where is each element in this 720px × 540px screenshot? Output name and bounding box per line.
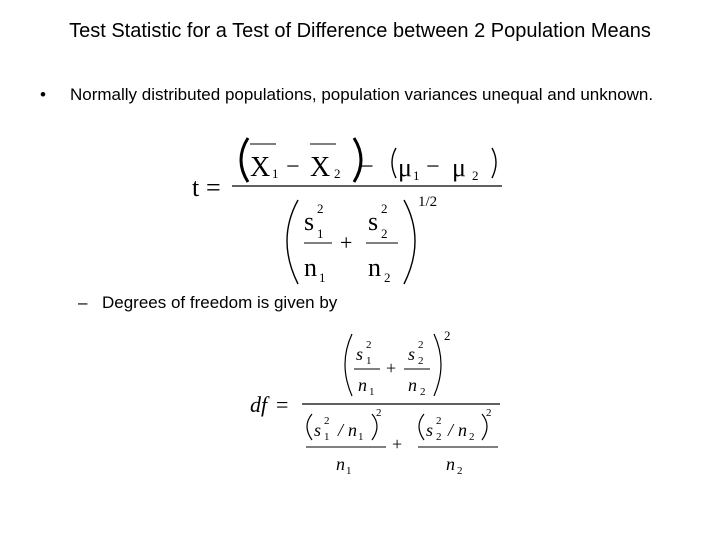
df-den-s2-subscript: 2 <box>436 431 442 443</box>
df-den1-paren-left <box>307 414 312 440</box>
df-den-n1-bottom: n <box>336 454 345 474</box>
df-den-n1-bottom-subscript: 1 <box>346 465 352 477</box>
df-s2-symbol: s <box>408 344 416 364</box>
df-den-n1-symbol: n <box>348 420 357 440</box>
mu-minus: − <box>426 154 440 180</box>
df-num-paren-left <box>345 334 352 396</box>
n1-symbol: n <box>304 253 317 282</box>
df-s2-subscript: 2 <box>418 355 424 367</box>
s1-subscript: 1 <box>317 226 324 241</box>
t-equals: = <box>206 173 221 202</box>
s1-superscript: 2 <box>317 201 324 216</box>
t-exponent: 1/2 <box>418 194 438 210</box>
df-den2-paren-left <box>419 414 424 440</box>
df-den-n2-symbol: n <box>458 420 467 440</box>
df-symbol: df <box>250 392 268 417</box>
s2-superscript: 2 <box>381 201 388 216</box>
t-symbol: t <box>192 173 200 202</box>
mu1-symbol: μ <box>398 153 412 182</box>
bullet-marker: • <box>40 85 46 104</box>
df-den-plus: + <box>392 434 403 454</box>
df-den-slash-1: / <box>338 420 344 440</box>
x1-symbol: X <box>250 152 271 183</box>
bullet-text: Normally distributed populations, population variances unequal and unknown. <box>70 85 654 104</box>
df-s1-symbol: s <box>356 344 364 364</box>
n1-subscript: 1 <box>319 270 326 285</box>
n2-symbol: n <box>368 253 381 282</box>
df-den2-square: 2 <box>486 407 492 419</box>
t-minus-2: − <box>360 154 374 180</box>
mu1-subscript: 1 <box>413 168 420 183</box>
df-den-s2-symbol: s <box>426 420 434 440</box>
df-den-s1-symbol: s <box>314 420 322 440</box>
mu2-subscript: 2 <box>472 168 479 183</box>
s1-symbol: s <box>304 207 315 236</box>
x1-subscript: 1 <box>272 166 279 181</box>
df-num-paren-right <box>434 334 441 396</box>
df-n2-subscript: 2 <box>420 386 426 398</box>
df-den-slash-2: / <box>448 420 454 440</box>
df-den-s1-superscript: 2 <box>324 415 330 427</box>
x2-symbol: X <box>310 152 331 183</box>
df-equals: = <box>276 392 289 417</box>
df-s1-superscript: 2 <box>366 339 372 351</box>
sub-bullet-text: Degrees of freedom is given by <box>102 293 338 312</box>
df-n1-subscript: 1 <box>369 386 375 398</box>
t-plus: + <box>340 230 353 255</box>
df-den-n2-bottom-subscript: 2 <box>457 465 463 477</box>
df-den1-square: 2 <box>376 407 382 419</box>
df-num-square: 2 <box>444 328 451 343</box>
df-num-plus: + <box>386 358 397 378</box>
slide-title: Test Statistic for a Test of Difference between 2 Population Means <box>69 20 651 42</box>
s2-subscript: 2 <box>381 226 388 241</box>
t-minus-1: − <box>286 154 300 180</box>
df-n2-symbol: n <box>408 375 417 395</box>
mu2-symbol: μ <box>452 153 466 182</box>
s2-symbol: s <box>368 207 379 236</box>
df-s1-subscript: 1 <box>366 355 372 367</box>
df-den-n1-subscript: 1 <box>358 431 364 443</box>
df-den-n2-bottom: n <box>446 454 455 474</box>
df-den-n2-subscript: 2 <box>469 431 475 443</box>
df-den-s2-superscript: 2 <box>436 415 442 427</box>
df-s2-superscript: 2 <box>418 339 424 351</box>
x2-subscript: 2 <box>334 166 341 181</box>
sub-bullet-marker: – <box>78 293 88 312</box>
n2-subscript: 2 <box>384 270 391 285</box>
df-n1-symbol: n <box>358 375 367 395</box>
df-den-s1-subscript: 1 <box>324 431 330 443</box>
